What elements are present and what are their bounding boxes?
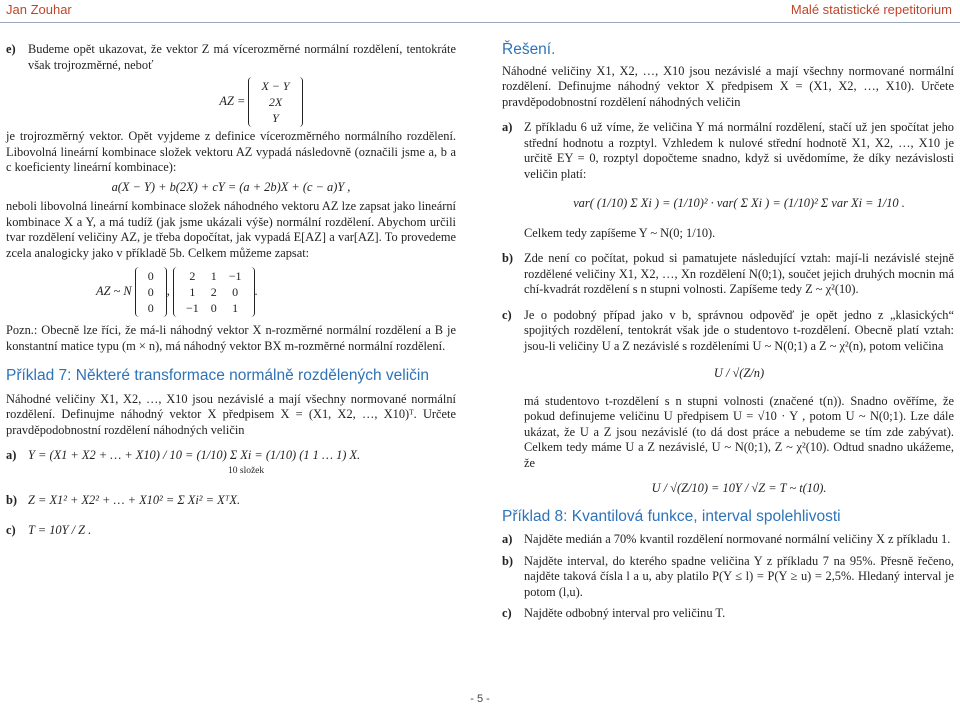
task-c-equation: T = 10Y / Z . xyxy=(28,522,92,537)
solution-a-variance: var( (1/10) Σ Xi ) = (1/10)² · var( Σ Xi ) = (1/10)² Σ var Xi = 1/10 . xyxy=(573,196,905,210)
cov-cell: 0 xyxy=(232,285,239,299)
cov-cell: −1 xyxy=(185,301,199,315)
question-b-text: Najděte interval, do kterého spadne veličina Y z příkladu 7 na 95%. Přesně řečeno, najděte taková čísla l a u, aby platilo P(Y ≤ l) = P(Y ≥ u) = 2,5%. Hledaný interval je potom (l,u). xyxy=(524,553,954,599)
heading-reseni: Řešení. xyxy=(502,41,556,58)
task-c xyxy=(6,523,456,539)
solution-c-text-2: má studentovo t-rozdělení s n stupni volnosti (značené t(n)). Snadno ověříme, že pokud definujeme veličinu U předpisem U = √10 · Y , potom U ~ N(0;1). Lze dále ukázat, že U a Z jsou nezávislé (to dá dost práce a nebudeme se tím zde zabývat). Celkem tedy máme U a Z nezávislé, U ~ N(0;1), Z ~ χ²(10). Odtud snadno ukážeme, že xyxy=(524,393,954,470)
az-row: Y xyxy=(272,111,279,125)
task-b xyxy=(6,493,456,509)
part-e-label: e) xyxy=(6,42,16,56)
header-author: Jan Zouhar xyxy=(6,2,72,17)
cov-cell: 2 xyxy=(189,269,196,283)
solution-a xyxy=(502,120,954,241)
heading-priklad-8: Příklad 8: Kvantilová funkce, interval spolehlivosti xyxy=(502,507,841,525)
covariance-matrix xyxy=(173,267,255,317)
az-distribution: AZ ~ N 0 0 0, 2 1 −1 1 2 0 −1 0 1. xyxy=(96,269,258,315)
page-number: - 5 - xyxy=(470,693,490,705)
paragraph-neboli: neboli libovolná lineární kombinace složek náhodného vektoru AZ lze zapsat jako lineární kombinace X a Y, a má tudíž (jak jsme ukázali výše) normální rozdělení. Abychom určili tvar rozdělení veličiny AZ, je třeba dopočítat, jak vypadá E[AZ] a var[AZ]. To provedeme zcela analogicky jako v příkladě 5b. Celkem můžeme zapsat: xyxy=(6,199,456,260)
paragraph-reseni: Náhodné veličiny X1, X2, …, X10 jsou nezávislé a mají všechny normované normální rozdělení. Definujme náhodný vektor X předpisem X = (X1, X2, …, X10). Určete pravděpodobnostní rozdělení náhodných veličin xyxy=(502,63,954,109)
az-lhs: AZ = xyxy=(219,93,246,108)
az-equation xyxy=(66,77,456,127)
question-c-label: c) xyxy=(502,606,512,620)
solution-c xyxy=(502,308,954,497)
question-b xyxy=(502,554,954,601)
paragraph-pozn: Pozn.: Obecně lze říci, že má-li náhodný vektor X n-rozměrné normální rozdělení a B je konstantní matice typu (m × n), má náhodný vektor BX m-rozměrné normální rozdělení. xyxy=(6,323,456,353)
paragraph-trojrozmerny: je trojrozměrný vektor. Opět vyjdeme z definice vícerozměrného normálního rozdělení. Libovolná lineární kombinace složek vektoru AZ vypadá následovně (označili jsme a, b a c koeficienty lineární kombinace): xyxy=(6,129,456,174)
paragraph-priklad-7: Náhodné veličiny X1, X2, …, X10 jsou nezávislé a mají všechny normované normální rozdělení. Definujme náhodný vektor X předpisem X = (X1, X2, …, X10)ᵀ. Určete pravděpodobnostní rozdělení náhodných veličin xyxy=(6,391,456,437)
az-row: X − Y xyxy=(261,79,290,93)
solution-c-text: Je o podobný případ jako v b, správnou odpověď je opět jedno z „klasických“ spojitých rozdělení, tentokrát však jde o studentovo t-rozdělení. Obecně platí vztah: jsou-li veličiny U a Z nezávislé s rozděleními U ~ N(0;1) a Z ~ χ²(n), potom veličina xyxy=(524,307,954,353)
dist-lhs: AZ ~ N xyxy=(96,283,132,298)
part-e-intro: Budeme opět ukazovat, že vektor Z má vícerozměrné normální rozdělení, tentokráte však trojrozměrné, neboť xyxy=(28,42,456,72)
cov-cell: 0 xyxy=(210,301,217,315)
mean-cell: 0 xyxy=(147,269,154,283)
solution-c-fraction: U / √(Z/n) xyxy=(713,366,765,380)
mean-cell: 0 xyxy=(147,285,154,299)
cov-cell: 1 xyxy=(189,285,196,299)
solution-c-equation: U / √(Z/10) = 10Y / √Z = T ~ t(10). xyxy=(651,481,827,495)
solution-a-label: a) xyxy=(502,120,513,134)
az-row: 2X xyxy=(268,95,283,109)
question-a xyxy=(502,532,954,548)
question-a-text: Najděte medián a 70% kvantil rozdělení normované normální veličiny X z příkladu 1. xyxy=(524,532,951,546)
task-b-equation: Z = X1² + X2² + … + X10² = Σ Xi² = XᵀX. xyxy=(28,493,241,507)
linear-combination-equation: a(X − Y) + b(2X) + cY = (a + 2b)X + (c − a)Y , xyxy=(111,179,351,194)
task-c-label: c) xyxy=(6,522,16,537)
task-b-label: b) xyxy=(6,493,18,507)
solution-b-text: Zde není co počítat, pokud si pamatujete následující vztah: mají-li nezávislé stejně rozdělené veličiny X1, X2, …, Xn rozdělení N(0;1), součet jejich druhých mocnin má chí-kvadrát rozdělení s n stupni volnosti. Zapíšeme tedy Z ~ χ²(10). xyxy=(524,251,954,296)
question-a-label: a) xyxy=(502,532,513,546)
cov-cell: 1 xyxy=(210,269,217,283)
cov-cell: −1 xyxy=(228,269,242,283)
mean-cell: 0 xyxy=(147,301,154,315)
right-column xyxy=(502,42,954,622)
solution-b xyxy=(502,251,954,298)
left-column xyxy=(6,42,456,538)
solution-a-total: Celkem tedy zapíšeme Y ~ N(0; 1/10). xyxy=(524,225,716,240)
question-b-label: b) xyxy=(502,553,514,568)
task-a-label: a) xyxy=(6,448,17,462)
az-vector xyxy=(248,77,302,127)
header-title: Malé statistické repetitorium xyxy=(790,2,952,17)
task-a-equation: Y = (X1 + X2 + … + X10) / 10 = (1/10) Σ Xi = (1/10) (1 1 … 1) X. xyxy=(28,448,361,462)
mean-vector xyxy=(135,267,167,317)
cov-cell: 2 xyxy=(210,285,217,299)
header-divider xyxy=(0,22,960,23)
solution-b-label: b) xyxy=(502,251,514,265)
heading-priklad-7: Příklad 7: Některé transformace normálně rozdělených veličin xyxy=(6,367,429,384)
task-a xyxy=(6,448,456,479)
question-c xyxy=(502,606,954,622)
task-a-brace-label: 10 složek xyxy=(228,465,265,476)
cov-cell: 1 xyxy=(232,301,239,315)
solution-c-label: c) xyxy=(502,307,512,322)
question-c-text: Najděte odbobný interval pro veličinu T. xyxy=(524,606,726,620)
part-e xyxy=(6,42,456,73)
solution-a-text: Z příkladu 6 už víme, že veličina Y má normální rozdělení, stačí už jen spočítat jeho střední hodnotu a rozptyl. Vzhledem k nulové střední hodnotě X1, X2, …, X10 je určitě EY = 0, rozptyl dopočteme snadno, když si uvědomíme, že díky nezávislosti veličin platí: xyxy=(524,120,954,181)
